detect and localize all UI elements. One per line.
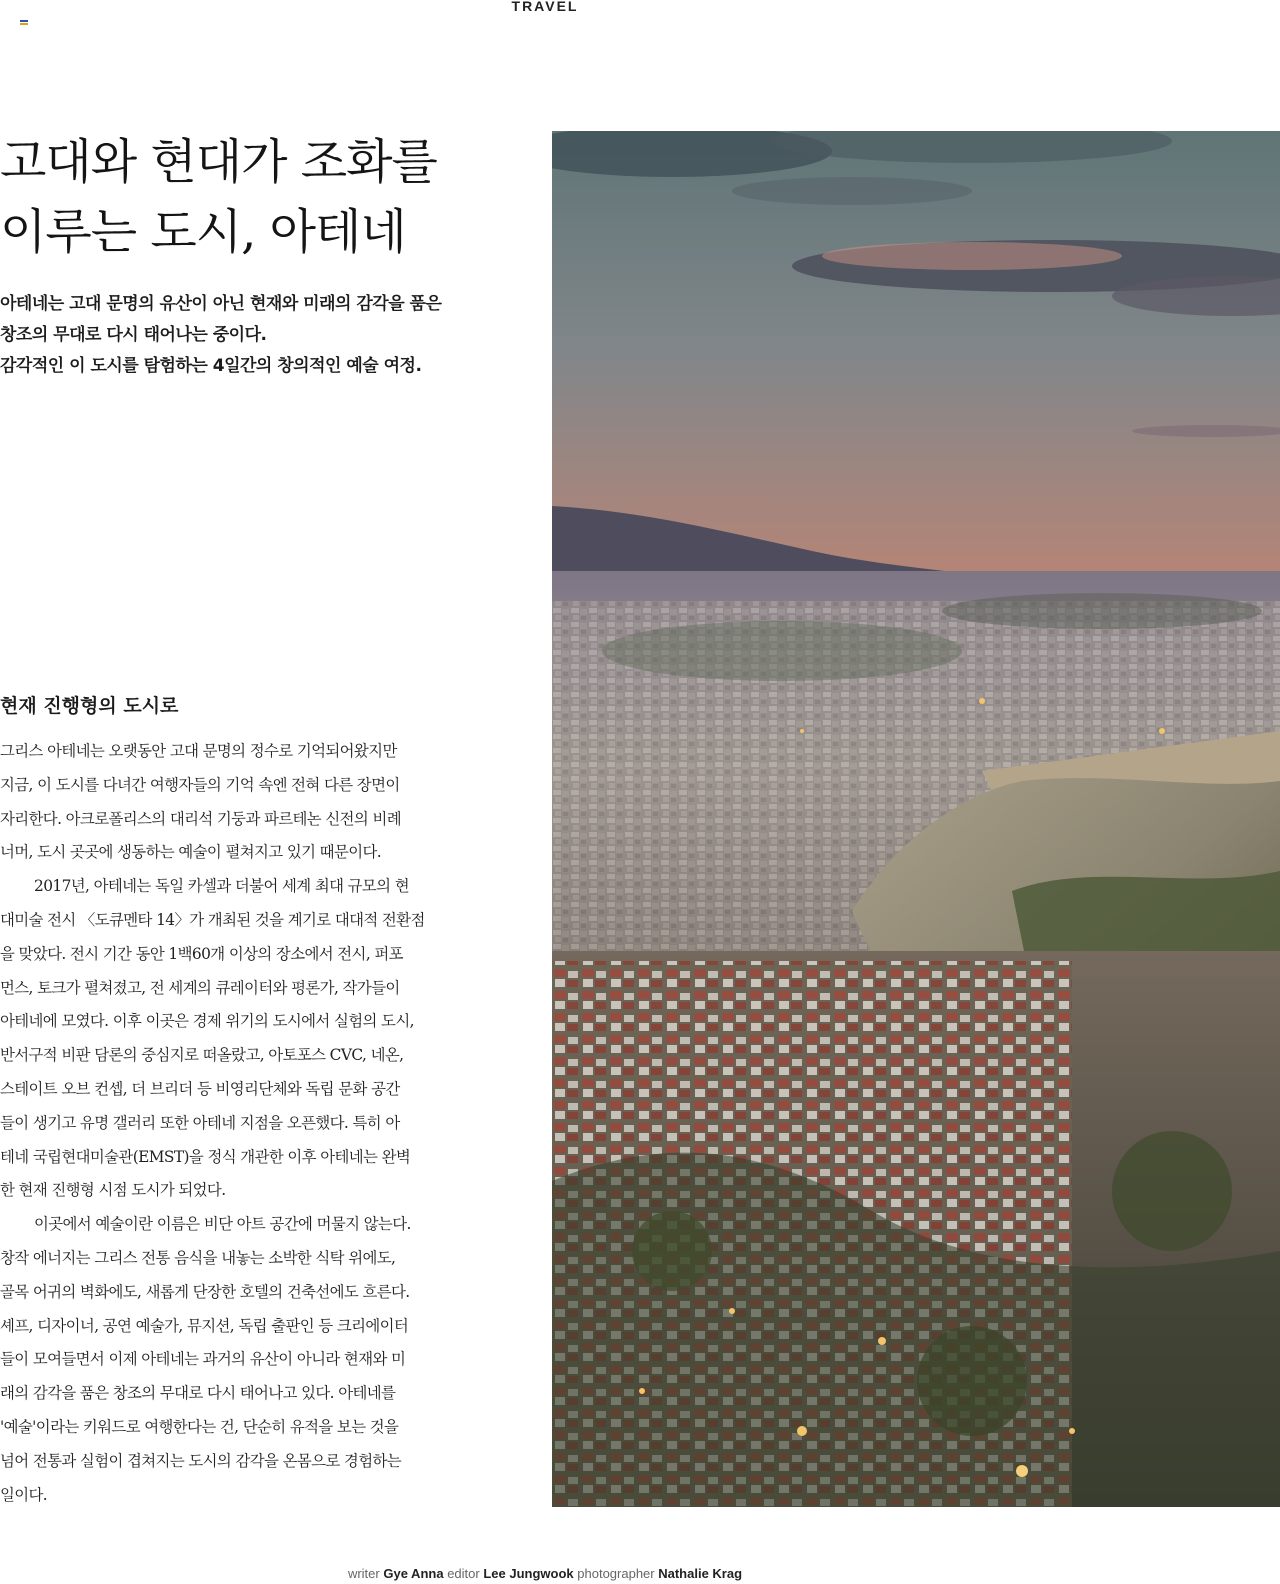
writer-label: writer [347,1566,380,1581]
photographer-label: photographer [577,1566,655,1581]
menu-icon[interactable] [20,20,28,26]
body-line: 이곳에서 예술이란 이름은 비단 아트 공간에 머물지 않는다. [34,1215,411,1234]
photographer-name: Nathalie Krag [658,1566,743,1581]
article-subtitle-line: 아테네는 고대 문명의 유산이 아닌 현재와 미래의 감각을 품은 [0,294,442,314]
editor-label: editor [447,1566,480,1581]
writer-name: Gye Anna [383,1566,444,1581]
body-line: '예술'이라는 키워드로 여행한다는 건, 단순히 유적을 보는 것을 [0,1417,399,1436]
body-line: 지금, 이 도시를 다녀간 여행자들의 기억 속엔 전혀 다른 장면이 [0,775,400,794]
body-line: 골목 어귀의 벽화에도, 새롭게 단장한 호텔의 건축선에도 흐른다. [0,1282,410,1301]
menu-icon-bar [20,20,28,22]
article-subtitle [0,289,520,382]
body-line: 그리스 아테네는 오랫동안 고대 문명의 정수로 기억되어왔지만 [0,742,397,760]
body-line: 너머, 도시 곳곳에 생동하는 예술이 펼쳐지고 있기 때문이다. [0,843,382,862]
section-label: TRAVEL [511,0,579,14]
article-title [0,127,520,267]
body-line: 셰프, 디자이너, 공연 예술가, 뮤지션, 독립 출판인 등 크리에이터 [0,1316,409,1335]
body-line: 대미술 전시 〈도큐멘타 14〉가 개최된 것을 계기로 대대적 전환점 [0,910,425,929]
section-heading: 현재 진행형의 도시로 [0,695,179,717]
body-line: 들이 모여들면서 이제 아테네는 과거의 유산이 아니라 현재와 미 [0,1350,406,1369]
article-subtitle-line: 창조의 무대로 다시 태어나는 중이다. [0,325,267,345]
athens-cityscape-photo [552,131,1280,1507]
body-line: 을 맞았다. 전시 기간 동안 1백60개 이상의 장소에서 전시, 퍼포 [0,944,403,963]
body-line: 반서구적 비판 담론의 중심지로 떠올랐고, 아토포스 CVC, 네온, [0,1046,404,1065]
article-subtitle-line: 감각적인 이 도시를 탐험하는 4일간의 창의적인 예술 여정. [0,356,422,376]
article-body [0,735,485,1512]
body-line: 창작 에너지는 그리스 전통 음식을 내놓는 소박한 식탁 위에도, [0,1248,396,1267]
article-title-line: 고대와 현대가 조화를 [0,134,437,190]
body-line: 2017년, 아테네는 독일 카셀과 더불어 세계 최대 규모의 현 [34,877,410,896]
body-line: 아테네에 모였다. 이후 이곳은 경제 위기의 도시에서 실험의 도시, [0,1012,414,1031]
body-line: 한 현재 진행형 시점 도시가 되었다. [0,1181,226,1200]
credits [0,1566,1090,1581]
editor-name: Lee Jungwook [483,1566,574,1581]
body-line: 스테이트 오브 컨셉, 더 브리더 등 비영리단체와 독립 문화 공간 [0,1079,400,1098]
article-title-line: 이루는 도시, 아테네 [0,204,406,260]
menu-icon-bar [20,23,28,25]
body-line: 넘어 전통과 실험이 겹쳐지는 도시의 감각을 온몸으로 경험하는 [0,1451,401,1470]
body-line: 먼스, 토크가 펼쳐졌고, 전 세계의 큐레이터와 평론가, 작가들이 [0,978,400,997]
body-line: 일이다. [0,1485,48,1504]
body-line: 테네 국립현대미술관(EMST)을 정식 개관한 이후 아테네는 완벽 [0,1147,411,1166]
body-line: 래의 감각을 품은 창조의 무대로 다시 태어나고 있다. 아테네를 [0,1384,396,1403]
body-line: 들이 생기고 유명 갤러리 또한 아테네 지점을 오픈했다. 특히 아 [0,1113,400,1132]
body-line: 자리한다. 아크로폴리스의 대리석 기둥과 파르테논 신전의 비례 [0,809,401,828]
